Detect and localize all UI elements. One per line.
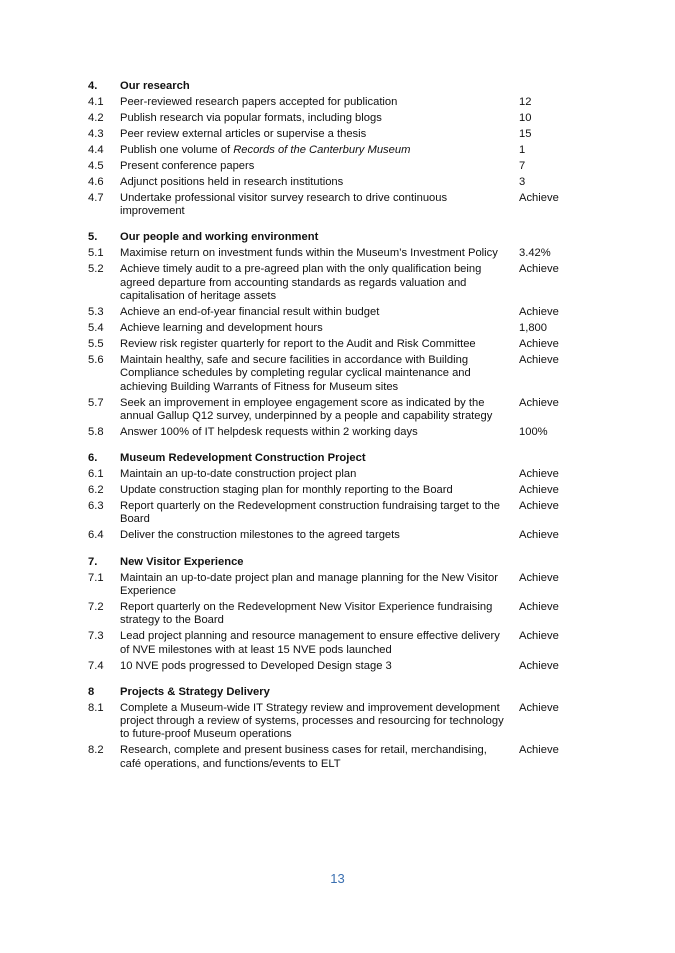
item-number: 5.6 <box>88 353 104 366</box>
item-target: 15 <box>519 127 532 140</box>
item-description: Lead project planning and resource management to ensure effective delivery of NVE milestones with at least 15 NVE pods launched <box>120 630 500 656</box>
item-number: 4.5 <box>88 159 104 172</box>
table-row <box>88 572 568 599</box>
table-row <box>88 96 568 109</box>
item-number: 5.4 <box>88 322 104 335</box>
item-description: 10 NVE pods progressed to Developed Design stage 3 <box>120 659 392 672</box>
item-number: 5.1 <box>88 247 104 260</box>
item-target: Achieve <box>519 701 559 714</box>
item-description: Complete a Museum-wide IT Strategy review and improvement development project through a review of systems, processes and resourcing for technology to future-proof Museum operations <box>120 701 504 741</box>
item-target: Achieve <box>519 744 559 757</box>
table-row <box>88 306 568 319</box>
section-heading <box>88 556 568 569</box>
table-row <box>88 112 568 125</box>
item-number: 4.1 <box>88 95 104 108</box>
item-description: Peer review external articles or supervise a thesis <box>120 127 367 140</box>
item-number: 6.1 <box>88 468 104 481</box>
section-3 <box>88 556 568 673</box>
table-row <box>88 744 568 771</box>
section-number: 5. <box>88 231 98 244</box>
item-number: 4.7 <box>88 191 104 204</box>
item-description-text: Publish one volume of <box>120 143 234 156</box>
section-title: Projects & Strategy Delivery <box>120 685 270 698</box>
item-number: 4.3 <box>88 127 104 140</box>
section-title: New Visitor Experience <box>120 555 244 568</box>
item-target: Achieve <box>519 353 559 366</box>
item-target: 3.42% <box>519 247 551 260</box>
item-number: 8.1 <box>88 701 104 714</box>
item-description: Research, complete and present business cases for retail, merchandising, café operations, and functions/events to ELT <box>120 744 487 770</box>
item-description: Report quarterly on the Redevelopment New Visitor Experience fundraising strategy to the Board <box>120 600 493 627</box>
table-row <box>88 128 568 141</box>
item-description: Update construction staging plan for monthly reporting to the Board <box>120 484 453 497</box>
table-row <box>88 484 568 497</box>
table-row <box>88 322 568 335</box>
item-description: Seek an improvement in employee engagement score as indicated by the annual Gallup Q12 survey, underpinned by a people and capability strategy <box>120 396 493 422</box>
performance-targets-table <box>88 80 568 784</box>
item-target: Achieve <box>519 338 559 350</box>
section-heading <box>88 686 568 699</box>
item-number: 4.4 <box>88 143 104 156</box>
table-row <box>88 601 568 628</box>
item-description: Publish research via popular formats, including blogs <box>120 111 382 124</box>
table-row <box>88 338 568 351</box>
table-row <box>88 263 568 303</box>
section-title: Our people and working environment <box>120 231 319 244</box>
item-target: Achieve <box>519 396 559 409</box>
item-number: 5.3 <box>88 306 104 319</box>
section-heading <box>88 80 568 93</box>
item-number: 7.1 <box>88 571 104 584</box>
item-target: 7 <box>519 159 526 172</box>
item-number: 6.2 <box>88 484 104 497</box>
item-number: 6.3 <box>88 500 104 513</box>
item-target: Achieve <box>519 468 559 481</box>
item-description: Achieve timely audit to a pre-agreed plan with the only qualification being agreed departure from accounting standards as regards valuation and capitalisation of heritage assets <box>120 263 482 303</box>
item-number: 8.2 <box>88 744 104 757</box>
item-description: Answer 100% of IT helpdesk requests within 2 working days <box>120 425 418 438</box>
item-target: Achieve <box>519 571 559 584</box>
item-description: Maximise return on investment funds within the Museum’s Investment Policy <box>120 247 498 260</box>
item-description: Undertake professional visitor survey research to drive continuous improvement <box>120 191 448 218</box>
table-row <box>88 160 568 173</box>
section-number: 7. <box>88 555 98 568</box>
table-row <box>88 426 568 439</box>
item-target: 10 <box>519 111 532 124</box>
item-target: Achieve <box>519 659 559 672</box>
section-0 <box>88 80 568 218</box>
item-description: Maintain healthy, safe and secure facilities in accordance with Building Compliance schedules by completing regular cyclical maintenance and achieving Building Warrants of Fitness for Museum sites <box>120 353 471 393</box>
item-target: Achieve <box>519 529 559 542</box>
section-heading <box>88 231 568 244</box>
table-row <box>88 702 568 742</box>
section-title: Our research <box>120 80 190 92</box>
table-row <box>88 630 568 657</box>
item-description: Maintain an up-to-date construction project plan <box>120 468 357 481</box>
item-target: Achieve <box>519 500 559 513</box>
table-row <box>88 144 568 157</box>
item-target: 1,800 <box>519 322 547 335</box>
item-number: 5.8 <box>88 425 104 438</box>
table-row <box>88 176 568 189</box>
item-target: Achieve <box>519 191 559 204</box>
item-number: 5.7 <box>88 396 104 409</box>
section-4 <box>88 686 568 771</box>
table-row <box>88 500 568 527</box>
item-target: Achieve <box>519 484 559 497</box>
table-row <box>88 354 568 394</box>
item-description <box>120 144 506 157</box>
item-description: Adjunct positions held in research institutions <box>120 175 344 188</box>
item-description: Report quarterly on the Redevelopment construction fundraising target to the Board <box>120 500 500 526</box>
section-2 <box>88 452 568 543</box>
section-1 <box>88 231 568 439</box>
table-row <box>88 192 568 219</box>
item-number: 5.2 <box>88 263 104 276</box>
item-description: Achieve an end-of-year financial result within budget <box>120 306 380 319</box>
item-description: Achieve learning and development hours <box>120 322 323 335</box>
item-description: Maintain an up-to-date project plan and manage planning for the New Visitor Experience <box>120 571 498 597</box>
publication-title: Records of the Canterbury Museum <box>233 143 411 156</box>
item-number: 6.4 <box>88 529 104 542</box>
item-target: 12 <box>519 95 532 108</box>
item-number: 7.4 <box>88 659 104 672</box>
item-number: 4.6 <box>88 175 104 188</box>
table-row <box>88 247 568 260</box>
item-number: 5.5 <box>88 338 104 350</box>
item-target: Achieve <box>519 630 559 643</box>
section-number: 8 <box>88 685 95 698</box>
item-target: Achieve <box>519 263 559 276</box>
item-target: 3 <box>519 175 526 188</box>
item-description: Present conference papers <box>120 159 255 172</box>
item-number: 4.2 <box>88 111 104 124</box>
page-number: 13 <box>330 871 345 886</box>
section-heading <box>88 452 568 465</box>
item-number: 7.3 <box>88 630 104 643</box>
item-target: Achieve <box>519 600 559 613</box>
table-row <box>88 660 568 673</box>
table-row <box>88 529 568 542</box>
section-number: 4. <box>88 80 98 92</box>
item-target: 1 <box>519 143 526 156</box>
item-target: Achieve <box>519 306 559 319</box>
item-description: Deliver the construction milestones to the agreed targets <box>120 529 400 542</box>
table-row <box>88 397 568 424</box>
item-target: 100% <box>519 425 548 438</box>
section-title: Museum Redevelopment Construction Project <box>120 452 366 465</box>
item-description: Peer-reviewed research papers accepted for publication <box>120 95 398 108</box>
section-number: 6. <box>88 452 98 465</box>
table-row <box>88 468 568 481</box>
item-description: Review risk register quarterly for report to the Audit and Risk Committee <box>120 338 476 350</box>
item-number: 7.2 <box>88 600 104 613</box>
